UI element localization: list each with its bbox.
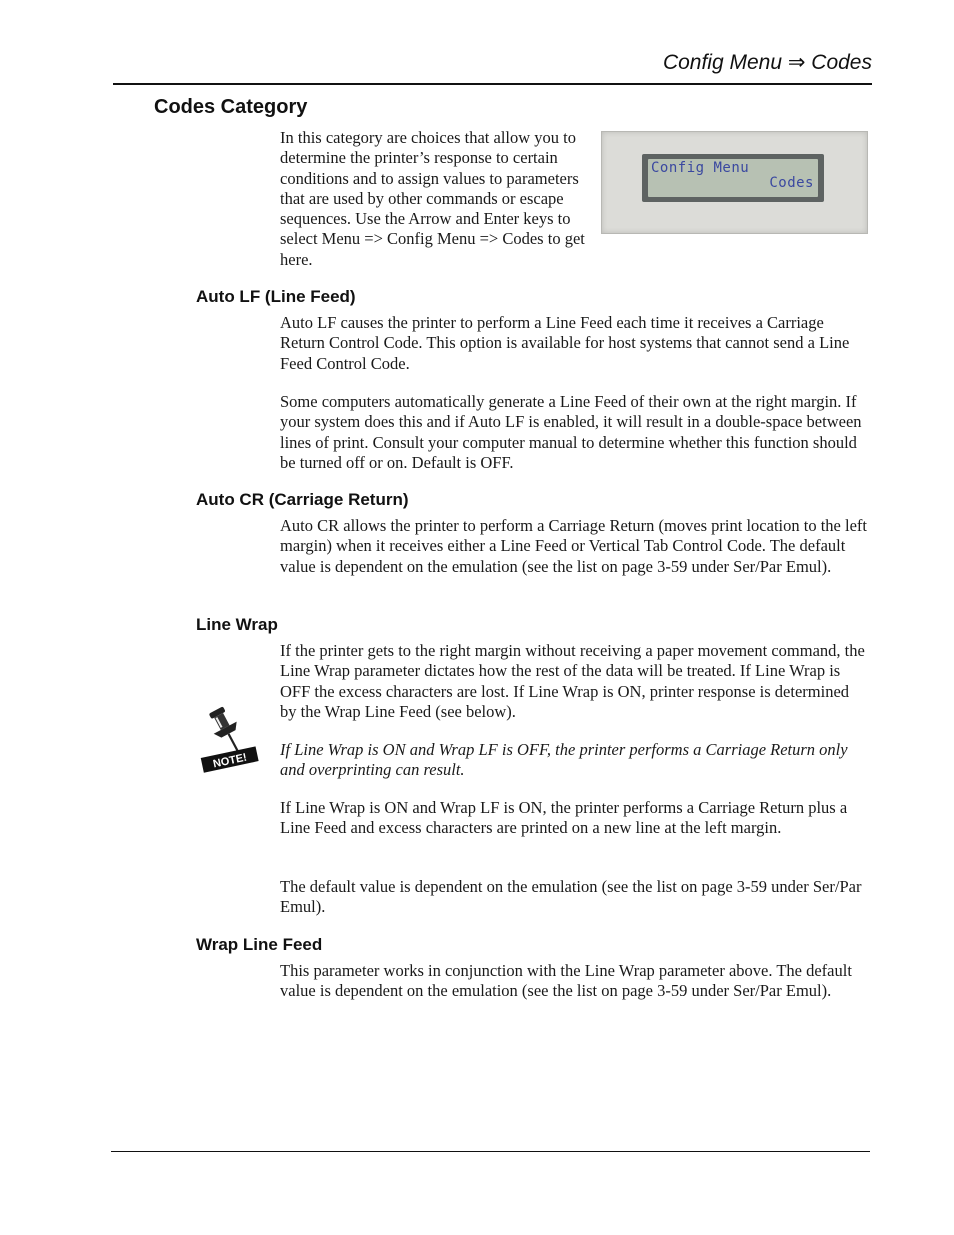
line-wrap-paragraph-1: If the printer gets to the right margin without receiving a paper movement command, the Line Wrap parameter dictates how the rest of the data will be treated. If Line Wrap is OFF the excess characters are lost. If Line Wrap is ON, printer response is determined by the Wrap Line Feed (see below). (280, 641, 865, 721)
lcd-line-2: Codes (769, 175, 814, 191)
footer-rule (111, 1151, 870, 1152)
running-head: Config Menu ⇒ Codes (662, 51, 872, 74)
lcd-screen (648, 159, 818, 197)
auto-lf-paragraph-2: Some computers automatically generate a Line Feed of their own at the right margin. If your system does this and if Auto LF is enabled, it will result in a double-space between lines of print. Consult your computer manual to determine whether this function should be turned off or on. Default is OFF. (280, 392, 862, 472)
lcd-bezel (642, 154, 824, 202)
lcd-line-1: Config Menu (651, 160, 750, 176)
auto-cr-paragraph: Auto CR allows the printer to perform a Carriage Return (moves print location to the left margin) when it receives either a Line Feed or Vertical Tab Control Code. The default value is dependent on the emulation (see the list on page 3-59 under Ser/Par Emul). (280, 516, 867, 576)
auto-lf-paragraph-1: Auto LF causes the printer to perform a Line Feed each time it receives a Carriage Return Control Code. This option is available for host systems that cannot send a Line Feed Control Code. (280, 313, 850, 373)
heading-line-wrap: Line Wrap (196, 615, 278, 634)
heading-auto-cr: Auto CR (Carriage Return) (196, 490, 409, 509)
note-label: NOTE! (212, 751, 248, 771)
heading-auto-lf: Auto LF (Line Feed) (196, 287, 356, 306)
section-title: Codes Category (154, 96, 308, 118)
note-pushpin-icon (198, 703, 268, 775)
header-rule (113, 83, 872, 85)
wrap-line-feed-paragraph: This parameter works in conjunction with the Line Wrap parameter above. The default value is dependent on the emulation (see the list on page 3-59 under Ser/Par Emul). (280, 961, 852, 1001)
line-wrap-paragraph-2: If Line Wrap is ON and Wrap LF is ON, the printer performs a Carriage Return plus a Line Feed and excess characters are printed on a new line at the left margin. (280, 798, 848, 838)
intro-paragraph: In this category are choices that allow you to determine the printer’s response to certain conditions and to assign values to parameters that are used by other commands or escape sequences. Use the Arrow and Enter keys to select Menu => Config Menu => Codes to get here. (280, 128, 585, 269)
line-wrap-paragraph-3: The default value is dependent on the emulation (see the list on page 3-59 under Ser/Par Emul). (280, 877, 862, 917)
line-wrap-note: If Line Wrap is ON and Wrap LF is OFF, the printer performs a Carriage Return only and overprinting can result. (280, 740, 848, 780)
lcd-display-photo (601, 131, 868, 234)
heading-wrap-line-feed: Wrap Line Feed (196, 935, 323, 954)
